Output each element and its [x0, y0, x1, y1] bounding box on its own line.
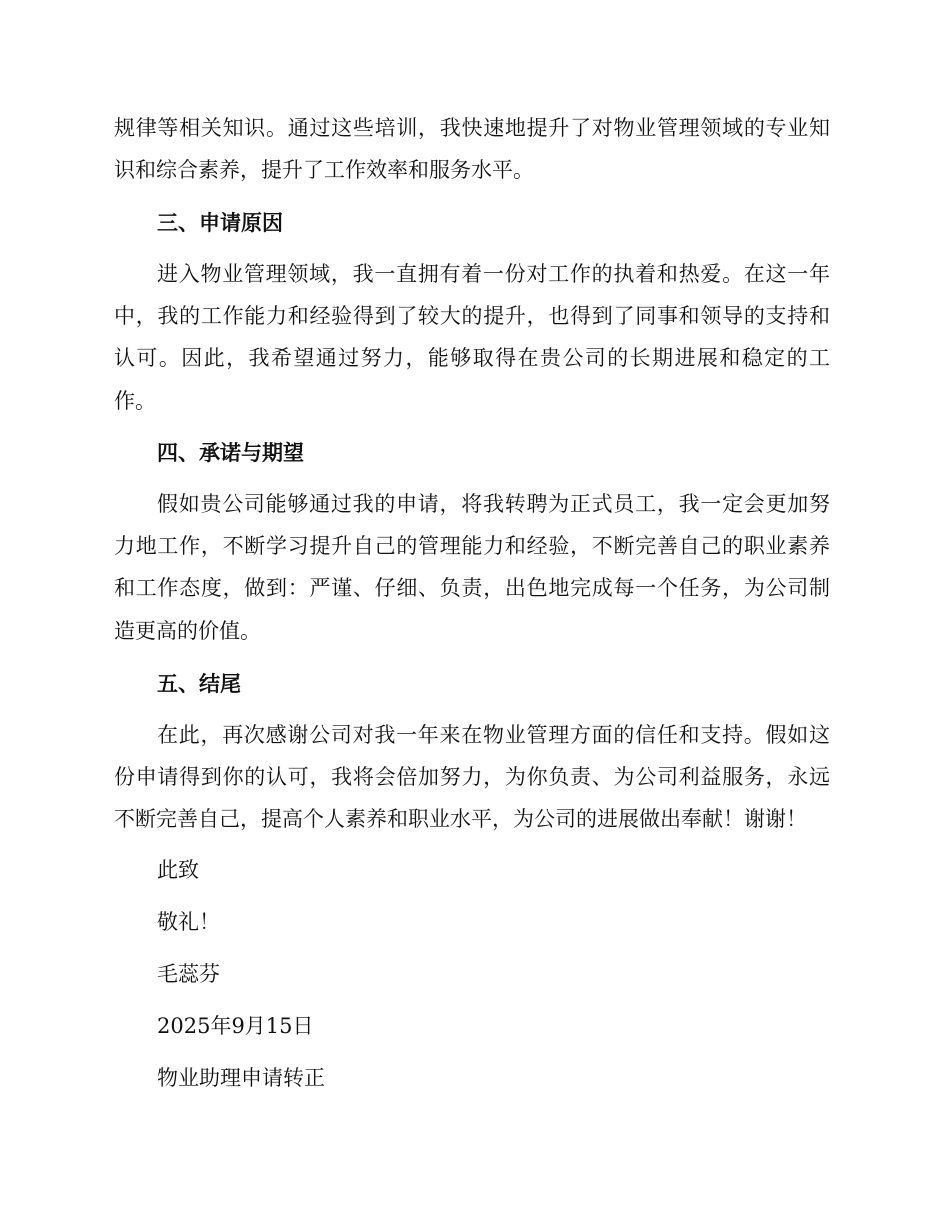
section-heading: 四、承诺与期望 — [157, 440, 304, 465]
section-heading: 三、申请原因 — [157, 210, 283, 235]
body-text-line: 认可。因此，我希望通过努力，能够取得在贵公司的长期进展和稳定的工 — [114, 346, 830, 370]
document-title: 物业助理申请转正 — [157, 1066, 325, 1090]
signature: 毛蕊芬 — [157, 962, 220, 986]
body-text-line: 规律等相关知识。通过这些培训，我快速地提升了对物业管理领域的专业知 — [114, 116, 830, 140]
body-text-line: 和工作态度，做到：严谨、仔细、负责，出色地完成每一个任务，为公司制 — [114, 576, 830, 600]
body-text-line: 假如贵公司能够通过我的申请，将我转聘为正式员工，我一定会更加努 — [157, 492, 830, 516]
closing-salutation: 此致 — [157, 858, 199, 882]
body-text-line: 识和综合素养，提升了工作效率和服务水平。 — [114, 158, 534, 182]
closing-regards: 敬礼！ — [157, 910, 220, 934]
body-text-line: 作。 — [114, 389, 156, 413]
body-text-line: 中，我的工作能力和经验得到了较大的提升，也得到了同事和领导的支持和 — [114, 304, 830, 328]
body-text-line: 不断完善自己，提高个人素养和职业水平，为公司的进展做出奉献！谢谢！ — [114, 807, 807, 831]
body-text-line: 在此，再次感谢公司对我一年来在物业管理方面的信任和支持。假如这 — [157, 723, 830, 747]
body-text-line: 份申请得到你的认可，我将会倍加努力，为你负责、为公司利益服务，永远 — [114, 765, 830, 789]
body-text-line: 造更高的价值。 — [114, 619, 261, 643]
body-text-line: 进入物业管理领域，我一直拥有着一份对工作的执着和热爱。在这一年 — [157, 262, 830, 286]
date: 2025年9月15日 — [157, 1014, 314, 1038]
body-text-line: 力地工作，不断学习提升自己的管理能力和经验，不断完善自己的职业素养 — [114, 534, 830, 558]
section-heading: 五、结尾 — [157, 671, 241, 696]
